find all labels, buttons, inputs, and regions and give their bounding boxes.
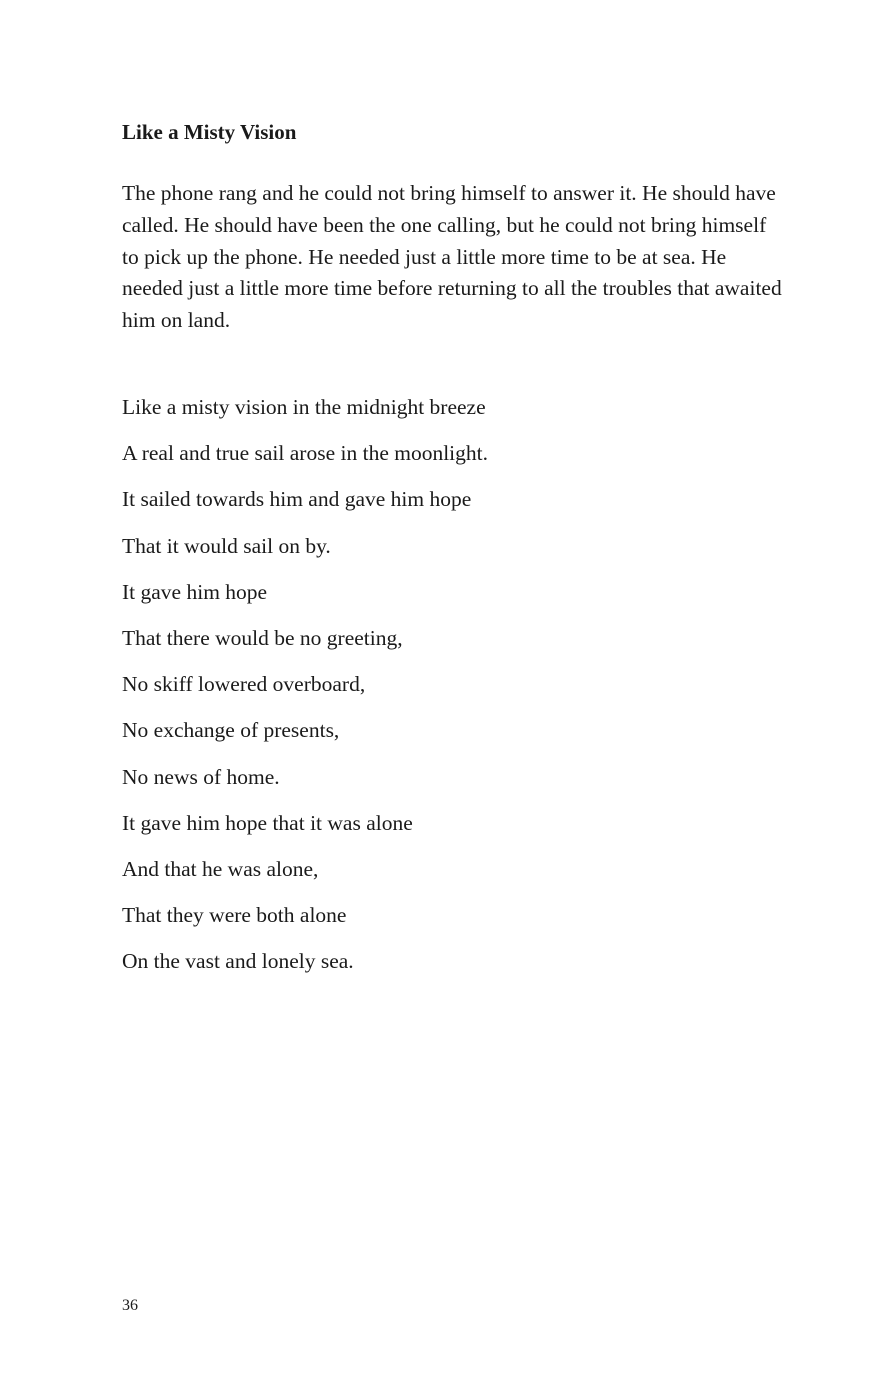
- poem-line: That they were both alone: [122, 903, 347, 928]
- poem-line: A real and true sail arose in the moonlight.: [122, 441, 489, 466]
- poem-line: That it would sail on by.: [122, 533, 331, 558]
- poem: [122, 392, 782, 992]
- prose-paragraph: The phone rang and he could not bring himself to answer it. He should have called. He should have been the one calling, but he could not bring himself to pick up the phone. He needed just a little more time to be at sea. He needed just a little more time before returning to all the troubles that awaited him on land.: [122, 181, 782, 333]
- poem-line: It sailed towards him and gave him hope: [122, 487, 472, 512]
- poem-line: No news of home.: [122, 764, 280, 789]
- poem-line: It gave him hope that it was alone: [122, 810, 413, 835]
- page-title: Like a Misty Vision: [122, 120, 297, 144]
- page-number: 36: [122, 1297, 138, 1314]
- poem-line: That there would be no greeting,: [122, 625, 403, 650]
- poem-line: On the vast and lonely sea.: [122, 949, 354, 974]
- poem-line: No exchange of presents,: [122, 718, 340, 743]
- poem-line: Like a misty vision in the midnight breeze: [122, 395, 486, 419]
- poem-line: No skiff lowered overboard,: [122, 672, 366, 697]
- poem-line: It gave him hope: [122, 579, 268, 604]
- poem-line: And that he was alone,: [122, 856, 319, 881]
